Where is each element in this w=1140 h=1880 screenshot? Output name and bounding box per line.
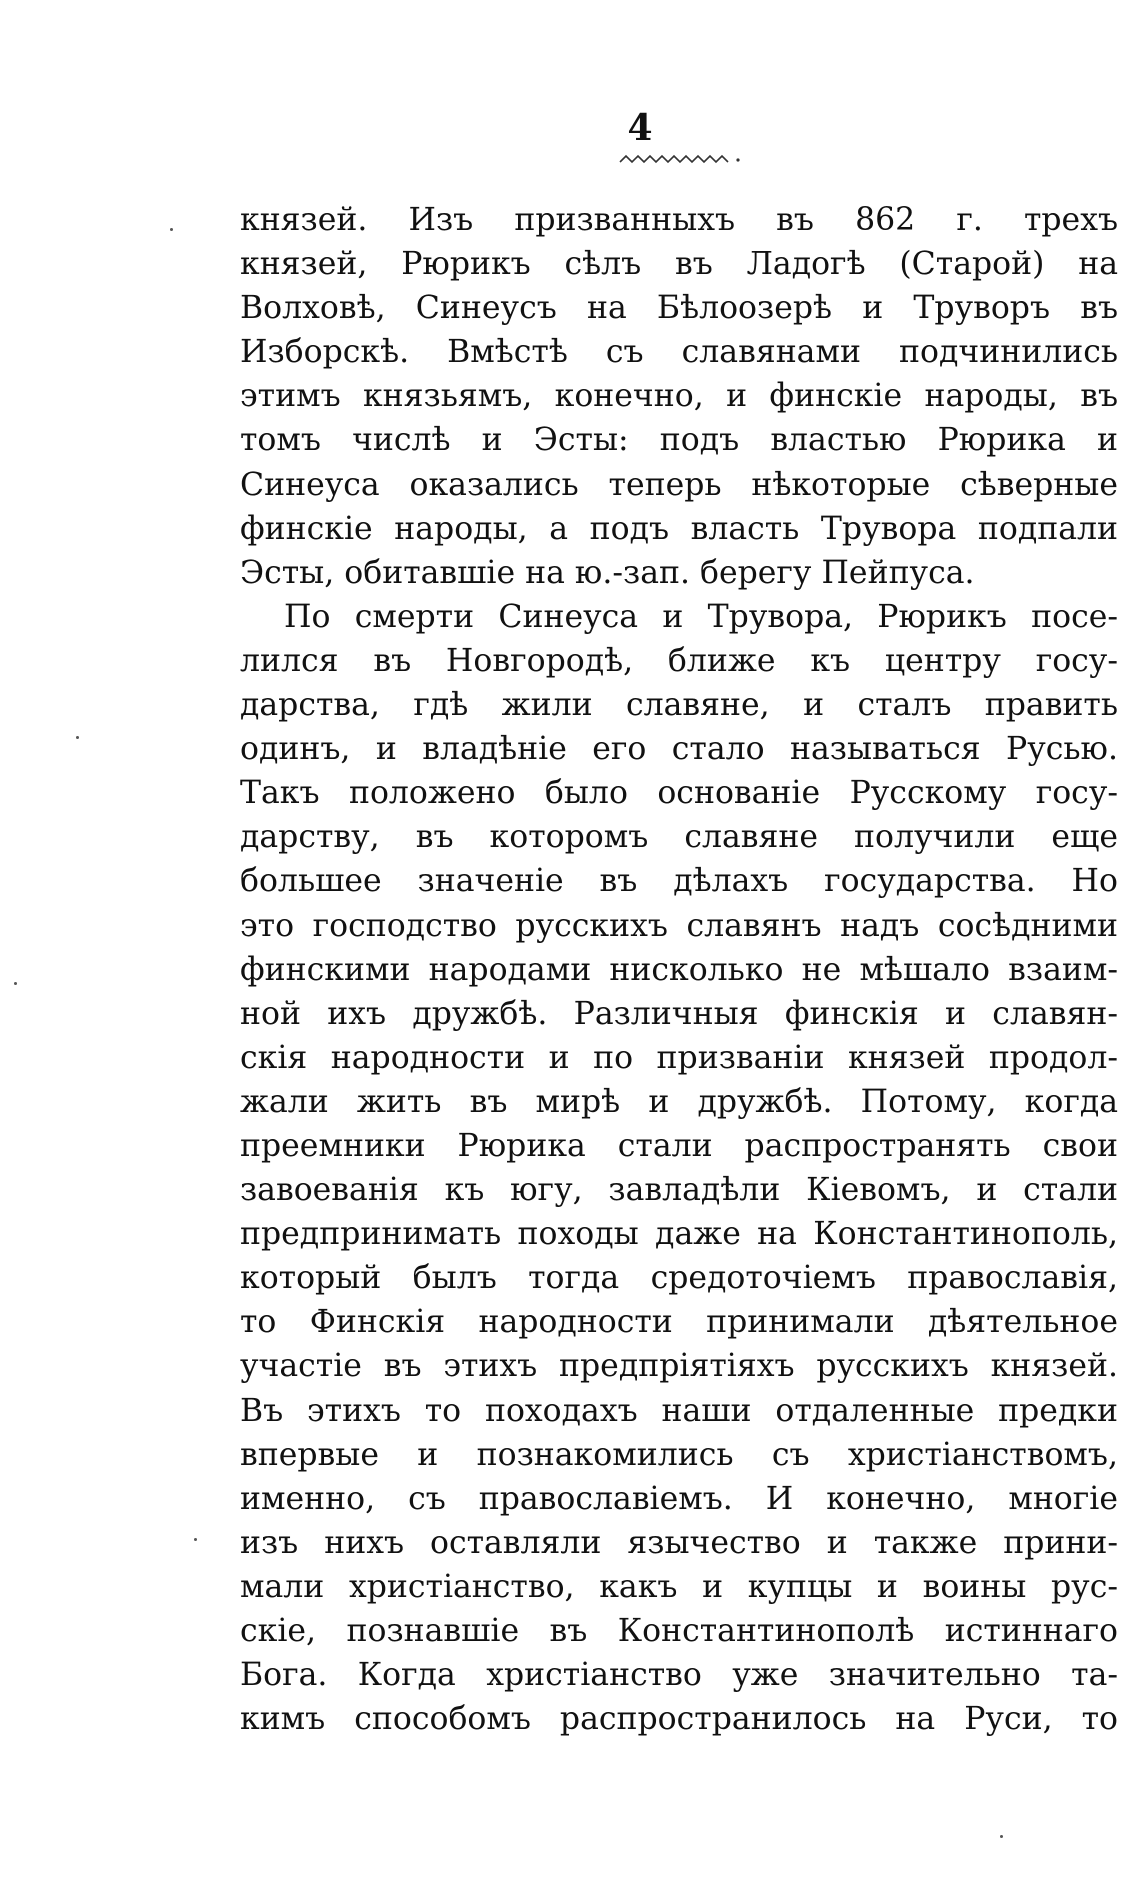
body-text <box>240 198 1118 1741</box>
text-line: Синеуса оказались теперь нѣкоторые сѣверные <box>240 466 1118 503</box>
text-line: жали жить въ мирѣ и дружбѣ. Потому, когда <box>240 1083 1118 1120</box>
text-line: этимъ князьямъ, конечно, и финскіе народы, въ <box>240 378 1118 415</box>
text-line: одинъ, и владѣніе его стало называться Русью. <box>240 731 1118 768</box>
text-line: Изборскѣ. Вмѣстѣ съ славянами подчинились <box>240 334 1118 371</box>
text-line: предпринимать походы даже на Константинополь, <box>240 1216 1118 1253</box>
text-line: впервые и познакомились съ христіанствомъ, <box>240 1436 1118 1473</box>
text-line: то Финскія народности принимали дѣятельное <box>240 1304 1118 1341</box>
text-line: большее значеніе въ дѣлахъ государства. Но <box>240 863 1118 900</box>
page-number: 4 <box>627 107 653 149</box>
text-line: завоеванія къ югу, завладѣли Кіевомъ, и стали <box>240 1172 1118 1209</box>
text-line: который былъ тогда средоточіемъ православія, <box>240 1260 1118 1297</box>
text-line: Такъ положено было основаніе Русскому госу- <box>240 775 1118 812</box>
text-line: дарству, въ которомъ славяне получили еще <box>240 819 1118 856</box>
text-line: томъ числѣ и Эсты: подъ властью Рюрика и <box>240 422 1118 459</box>
text-line: кимъ способомъ распространилось на Руси, то <box>240 1701 1118 1738</box>
text-line: именно, съ православіемъ. И конечно, многіе <box>240 1480 1118 1517</box>
text-line: изъ нихъ оставляли язычество и также прини- <box>240 1524 1118 1561</box>
text-line: дарства, гдѣ жили славяне, и сталъ править <box>240 687 1118 724</box>
text-line: скіе, познавшіе въ Константинополѣ истиннаго <box>240 1613 1118 1649</box>
text-line: финскіе народы, а подъ власть Трувора подпали <box>240 510 1118 547</box>
text-line: князей. Изъ призванныхъ въ 862 г. трехъ <box>240 202 1118 238</box>
ornament-divider <box>618 150 748 166</box>
text-line: преемники Рюрика стали распространять свои <box>240 1127 1118 1164</box>
text-line: Въ этихъ то походахъ наши отдаленные предки <box>240 1392 1118 1429</box>
print-speck <box>14 982 17 985</box>
text-line: мали христіанство, какъ и купцы и воины рус- <box>240 1568 1118 1605</box>
print-speck <box>194 1538 197 1541</box>
print-speck <box>76 736 79 739</box>
text-line: финскими народами нисколько не мѣшало взаим- <box>240 951 1118 988</box>
text-line: ной ихъ дружбѣ. Различныя финскія и славян- <box>240 995 1118 1032</box>
text-line: По смерти Синеуса и Трувора, Рюрикъ посе- <box>284 598 1118 635</box>
text-line: скія народности и по призваніи князей продол- <box>240 1039 1118 1076</box>
text-line: это господство русскихъ славянъ надъ сосѣдними <box>240 907 1118 944</box>
print-speck <box>1000 1835 1003 1838</box>
text-line: князей, Рюрикъ сѣлъ въ Ладогѣ (Старой) на <box>240 246 1118 283</box>
text-line: Эсты, обитавшіе на ю.-зап. берегу Пейпуса. <box>240 554 975 591</box>
text-line: Волховѣ, Синеусъ на Бѣлоозерѣ и Труворъ въ <box>240 290 1118 327</box>
text-line: Бога. Когда христіанство уже значительно та- <box>240 1657 1118 1694</box>
text-line: участіе въ этихъ предпріятіяхъ русскихъ князей. <box>240 1348 1118 1385</box>
print-speck <box>170 228 173 231</box>
text-line: лился въ Новгородѣ, ближе къ центру госу- <box>240 642 1118 679</box>
